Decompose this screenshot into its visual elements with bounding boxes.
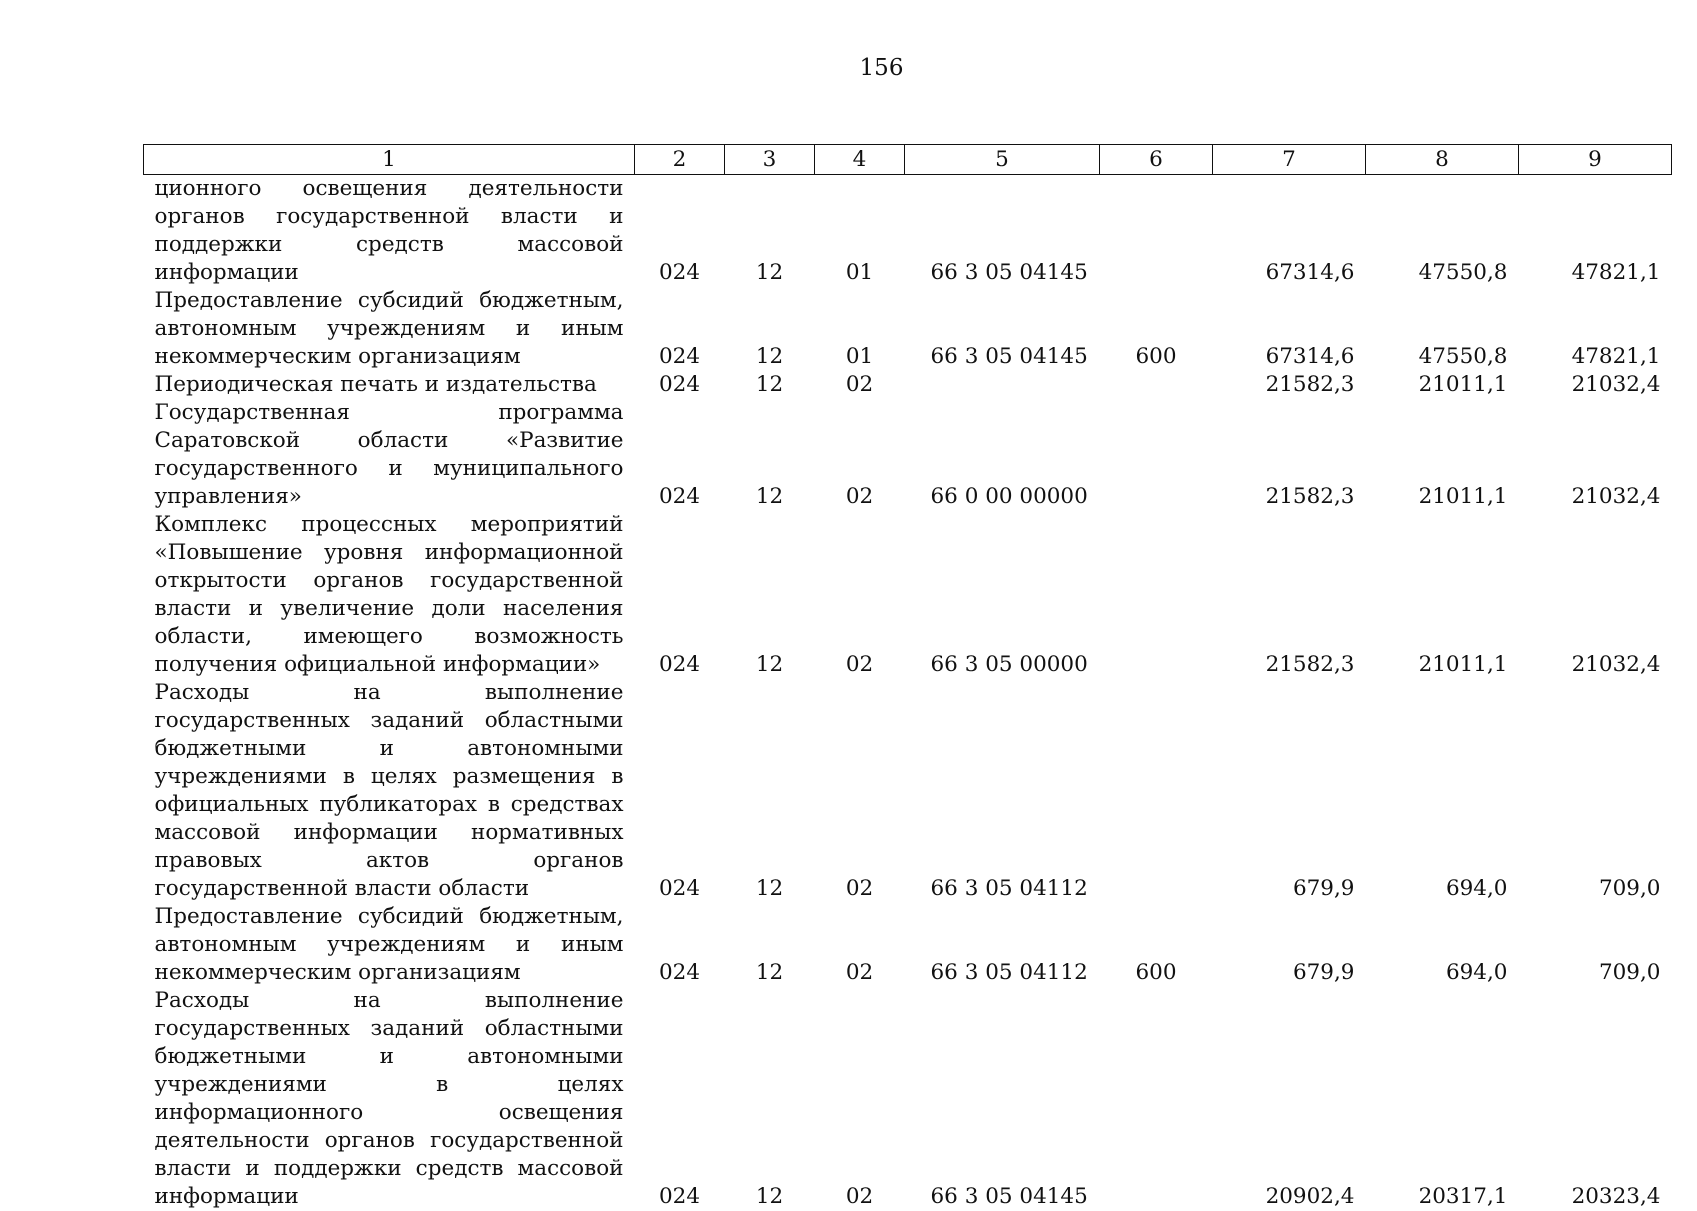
row-value-8: 694,0 [1366,903,1519,987]
header-col-4: 4 [815,145,905,175]
row-value-9: 21032,4 [1519,371,1672,399]
row-description: Периодическая печать и издательства [144,371,635,399]
row-description: Государственная программа Саратовской области «Развитие государственного и муниципального управления» [144,399,635,511]
row-value-7: 67314,6 [1213,287,1366,371]
row-rz: 12 [725,287,815,371]
row-vr [1100,987,1213,1211]
row-vr [1100,399,1213,511]
row-csr: 66 3 05 04145 [905,175,1100,288]
budget-table [143,144,1672,1211]
row-value-8: 20317,1 [1366,987,1519,1211]
row-description: Расходы на выполнение государственных заданий областными бюджетными и автономными учреждениями в целях размещения в официальных публикаторах в средствах массовой информации нормативных правовых актов органов государственной власти области [144,679,635,903]
row-pr: 02 [815,511,905,679]
row-pr: 02 [815,903,905,987]
header-col-2: 2 [635,145,725,175]
row-vr [1100,371,1213,399]
row-pr: 02 [815,371,905,399]
table-row [144,679,1672,903]
row-csr: 66 3 05 00000 [905,511,1100,679]
row-pr: 02 [815,679,905,903]
row-value-7: 21582,3 [1213,511,1366,679]
row-rz: 12 [725,903,815,987]
row-vr [1100,175,1213,288]
row-value-9: 20323,4 [1519,987,1672,1211]
table-row [144,175,1672,288]
row-value-8: 21011,1 [1366,399,1519,511]
row-value-9: 47821,1 [1519,287,1672,371]
row-ved: 024 [635,399,725,511]
row-pr: 02 [815,399,905,511]
row-csr: 66 3 05 04145 [905,287,1100,371]
row-ved: 024 [635,903,725,987]
row-pr: 01 [815,175,905,288]
table-row [144,371,1672,399]
table-row [144,287,1672,371]
header-col-7: 7 [1213,145,1366,175]
row-value-9: 21032,4 [1519,511,1672,679]
row-vr: 600 [1100,287,1213,371]
table-body [144,175,1672,1211]
header-col-8: 8 [1366,145,1519,175]
row-value-9: 709,0 [1519,679,1672,903]
row-description: Комплекс процессных мероприятий «Повышение уровня информационной открытости органов государственной власти и увеличение доли населения области, имеющего возможность получения официальной информации» [144,511,635,679]
header-row [144,145,1672,175]
row-value-8: 21011,1 [1366,371,1519,399]
table-header [144,145,1672,175]
row-ved: 024 [635,987,725,1211]
row-pr: 02 [815,987,905,1211]
row-value-7: 67314,6 [1213,175,1366,288]
row-description: Расходы на выполнение государственных заданий областными бюджетными и автономными учреждениями в целях информационного освещения деятельности органов государственной власти и поддержки средств массовой информации [144,987,635,1211]
table-row [144,511,1672,679]
row-ved: 024 [635,679,725,903]
row-value-7: 21582,3 [1213,371,1366,399]
row-vr [1100,511,1213,679]
row-description: Предоставление субсидий бюджетным, автономным учреждениям и иным некоммерческим организациям [144,287,635,371]
row-value-7: 679,9 [1213,903,1366,987]
row-description: Предоставление субсидий бюджетным, автономным учреждениям и иным некоммерческим организациям [144,903,635,987]
row-rz: 12 [725,371,815,399]
row-csr: 66 3 05 04145 [905,987,1100,1211]
header-col-6: 6 [1100,145,1213,175]
table-row [144,399,1672,511]
row-value-7: 21582,3 [1213,399,1366,511]
row-rz: 12 [725,175,815,288]
row-value-9: 47821,1 [1519,175,1672,288]
row-value-8: 694,0 [1366,679,1519,903]
row-rz: 12 [725,987,815,1211]
row-csr: 66 3 05 04112 [905,679,1100,903]
header-col-9: 9 [1519,145,1672,175]
row-value-9: 21032,4 [1519,399,1672,511]
row-value-7: 20902,4 [1213,987,1366,1211]
row-vr [1100,679,1213,903]
header-col-5: 5 [905,145,1100,175]
table-row [144,987,1672,1211]
table-row [144,903,1672,987]
page-number: 156 [0,55,1697,81]
row-rz: 12 [725,399,815,511]
row-csr: 66 3 05 04112 [905,903,1100,987]
row-csr: 66 0 00 00000 [905,399,1100,511]
row-description: ционного освещения деятельности органов государственной власти и поддержки средств массовой информации [144,175,635,288]
row-csr [905,371,1100,399]
row-rz: 12 [725,679,815,903]
row-value-7: 679,9 [1213,679,1366,903]
header-col-1: 1 [144,145,635,175]
row-pr: 01 [815,287,905,371]
row-ved: 024 [635,287,725,371]
row-rz: 12 [725,511,815,679]
row-vr: 600 [1100,903,1213,987]
row-ved: 024 [635,175,725,288]
row-ved: 024 [635,511,725,679]
row-value-8: 21011,1 [1366,511,1519,679]
row-ved: 024 [635,371,725,399]
row-value-8: 47550,8 [1366,287,1519,371]
row-value-9: 709,0 [1519,903,1672,987]
row-value-8: 47550,8 [1366,175,1519,288]
header-col-3: 3 [725,145,815,175]
